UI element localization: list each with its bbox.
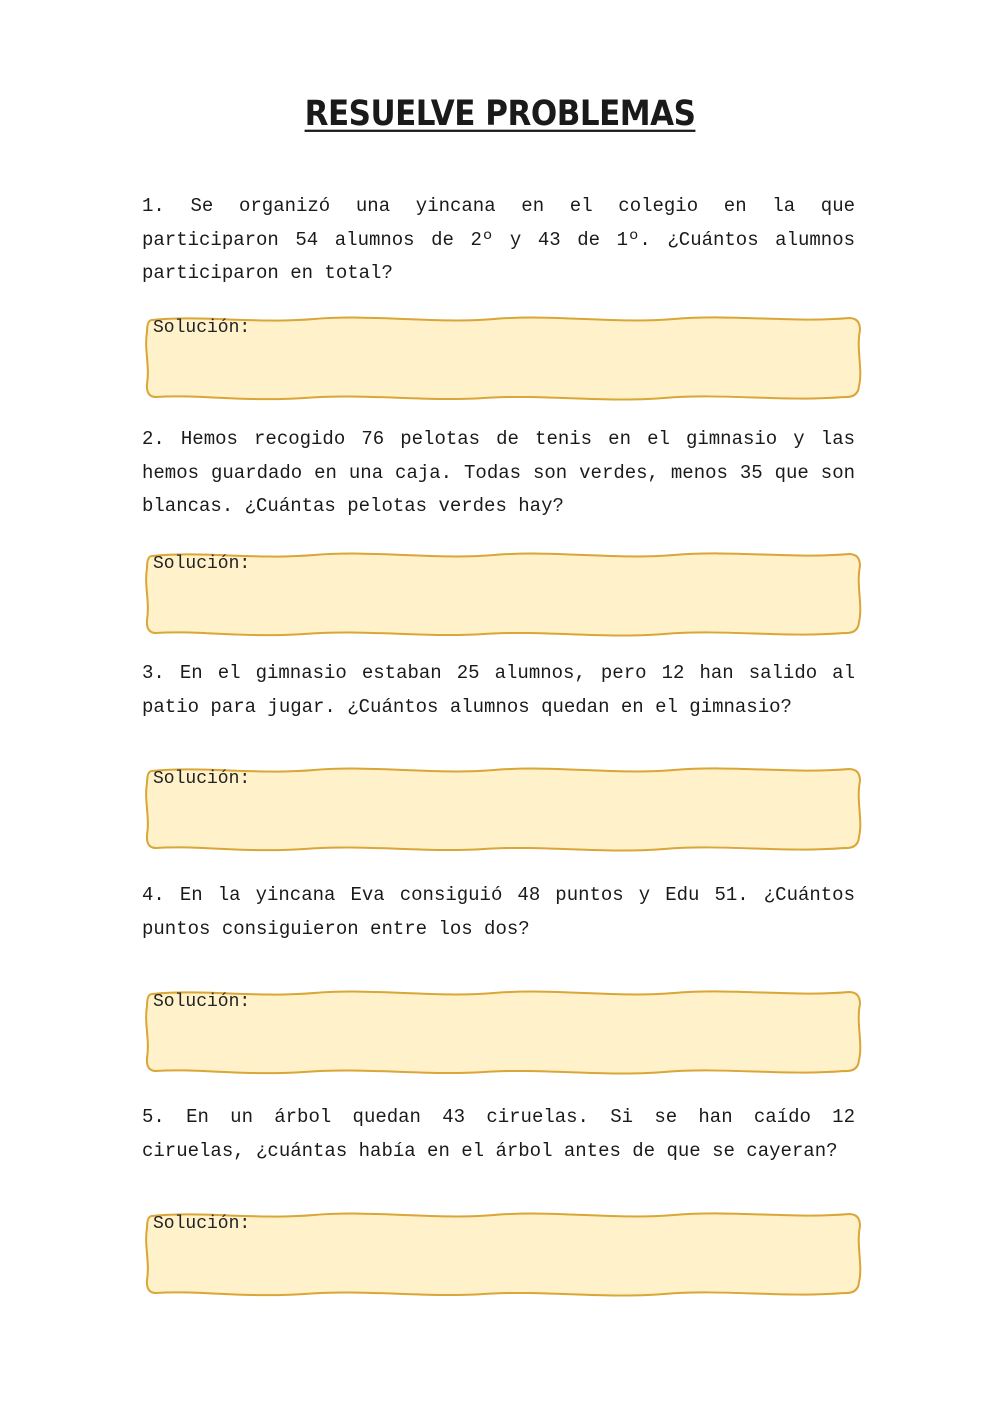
solution-label: Solución: bbox=[153, 554, 251, 574]
wavy-border bbox=[144, 1210, 862, 1296]
problem-1-text: 1. Se organizó una yincana en el colegio en la que participaron 54 alumnos de 2º y 43 de 1º. ¿Cuántos alumnos participaron en total? bbox=[142, 195, 855, 284]
solution-box-1[interactable] bbox=[144, 314, 862, 400]
problem-2-text: 2. Hemos recogido 76 pelotas de tenis en el gimnasio y las hemos guardado en una caja. Todas son verdes, menos 35 que son blancas. ¿Cuántas pelotas verdes hay? bbox=[142, 428, 855, 517]
solution-label: Solución: bbox=[153, 1214, 251, 1234]
solution-box-4[interactable] bbox=[144, 988, 862, 1074]
wavy-border bbox=[144, 314, 862, 400]
solution-label: Solución: bbox=[153, 318, 251, 338]
problem-4-text: 4. En la yincana Eva consiguió 48 puntos y Edu 51. ¿Cuántos puntos consiguieron entre los dos? bbox=[142, 884, 855, 940]
solution-label: Solución: bbox=[153, 992, 251, 1012]
problem-3-text: 3. En el gimnasio estaban 25 alumnos, pero 12 han salido al patio para jugar. ¿Cuántos alumnos quedan en el gimnasio? bbox=[142, 662, 855, 718]
wavy-border bbox=[144, 765, 862, 851]
problem-5-text: 5. En un árbol quedan 43 ciruelas. Si se han caído 12 ciruelas, ¿cuántas había en el árbol antes de que se cayeran? bbox=[142, 1106, 855, 1162]
solution-box-2[interactable] bbox=[144, 550, 862, 636]
solution-box-5[interactable] bbox=[144, 1210, 862, 1296]
page-title: RESUELVE PROBLEMAS bbox=[304, 93, 696, 135]
solution-label: Solución: bbox=[153, 769, 251, 789]
wavy-border bbox=[144, 550, 862, 636]
wavy-border bbox=[144, 988, 862, 1074]
solution-box-3[interactable] bbox=[144, 765, 862, 851]
